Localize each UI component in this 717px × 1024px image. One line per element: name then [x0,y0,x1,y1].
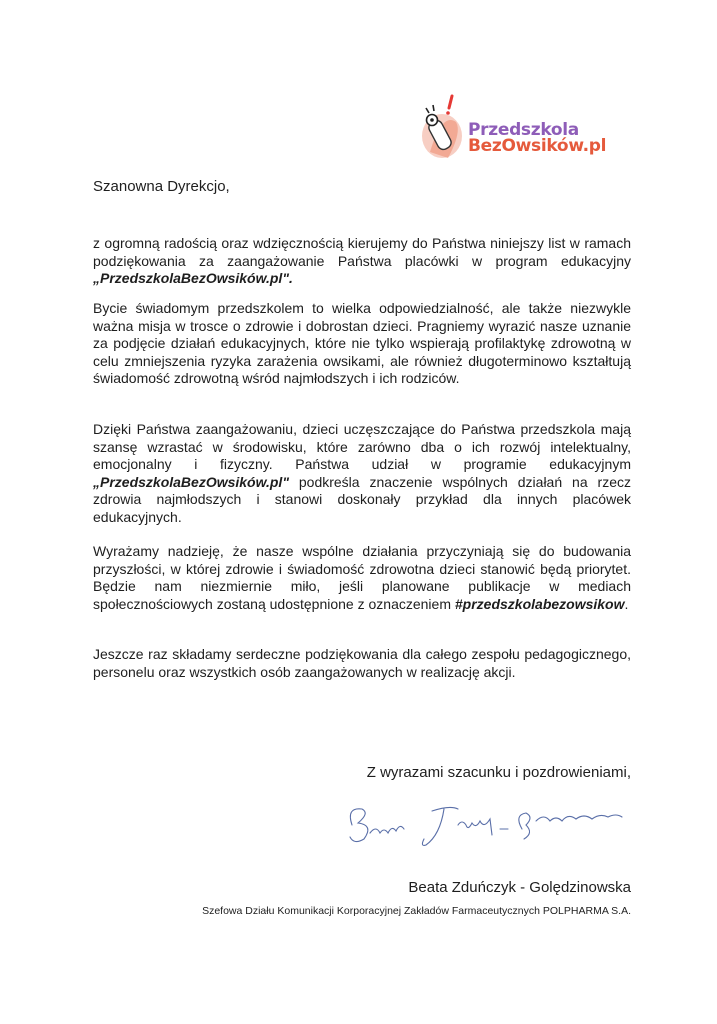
paragraph-5: Jeszcze raz składamy serdeczne podziękowania dla całego zespołu pedagogicznego, personelu oraz wszystkich osób zaangażowanych w realizację akcji. [93,646,631,680]
logo-line2: BezOwsików.pl [468,136,607,156]
program-name: „PrzedszkolaBezOwsików.pl". [93,270,293,286]
paragraph-4 [93,543,631,613]
greeting: Szanowna Dyrekcjo, [93,178,230,195]
paragraph-1 [93,235,631,288]
closing: Z wyrazami szacunku i pozdrowieniami, [366,764,631,781]
paragraph-3-text-after: podkreśla znaczenie wspólnych działań na rzecz zdrowia najmłodszych i stanowi doskonały przykład dla innych placówek edukacyjnych. [93,473,631,525]
program-name-2: „PrzedszkolaBezOwsików.pl" [93,473,289,490]
paragraph-2: Bycie świadomym przedszkolem to wielka odpowiedzialność, ale także niezwykle ważna misja w trosce o zdrowie i dobrostan dzieci. Pragniemy wyrazić nasze uznanie za podjęcie działań edukacyjnych, które nie tylko wspierają profilaktykę zdrowotną w celu zmniejszenia ryzyka zarażenia owsikami, ale również długoterminowo kształtują świadomość zdrowotną wśród najmłodszych i ich rodziców. [93,300,631,386]
paragraph-4-end: . [624,595,629,612]
paragraph-4-text: Wyrażamy nadzieję, że nasze wspólne działania przyczyniają się do budowania przyszłości, w której zdrowie i świadomość zdrowotna dzieci stanowić będą priorytet. Będzie nam niezmiernie miło, jeśli planowane publikacje w mediach społecznościowych zostaną udostępnione z oznaczeniem [93,543,631,612]
paragraph-3-text-before: Dzięki Państwa zaangażowaniu, dzieci uczęszczające do Państwa przedszkola mają szansę wzrastać w środowisku, które zarówno dba o ich rozwój intelektualny, emocjonalny i fizyczny. Państwa udział w programie edukacyjnym [93,421,631,472]
logo [412,92,617,164]
signer-name: Beata Zduńczyk - Golędzinowska [408,879,631,896]
paragraph-1-text: z ogromną radością oraz wdzięcznością kierujemy do Państwa niniejszy list w ramach podziękowania za zaangażowanie Państwa placówki w program edukacyjny [93,235,631,269]
signer-title: Szefowa Działu Komunikacji Korporacyjnej Zakładów Farmaceutycznych POLPHARMA S.A. [202,905,631,917]
hashtag: #przedszkolabezowsikow [454,595,625,612]
handwritten-signature [340,795,630,860]
logo-line1: Przedszkola [468,120,579,140]
paragraph-3 [93,421,631,526]
